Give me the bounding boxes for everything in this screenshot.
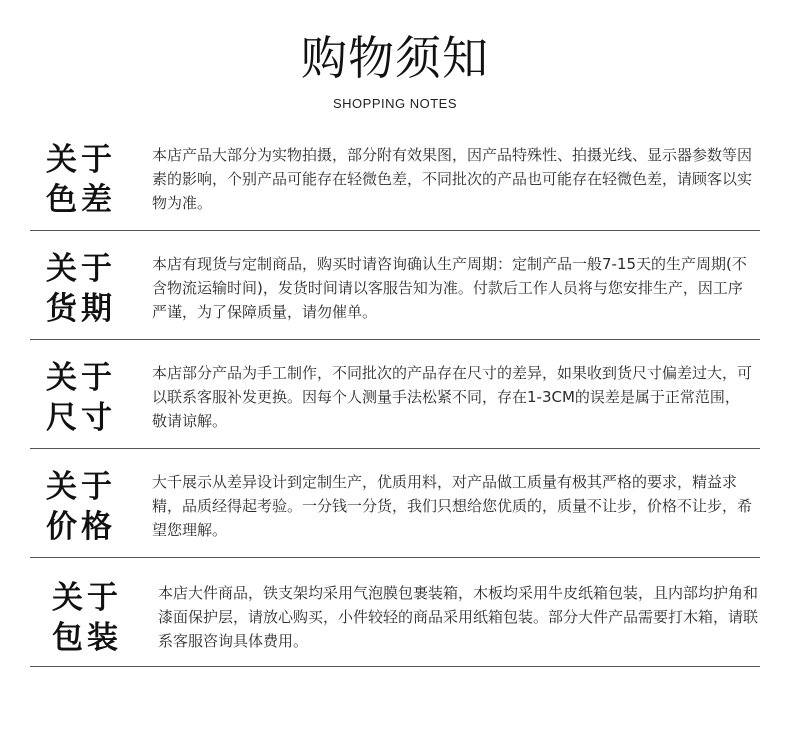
- note-size: [30, 340, 760, 449]
- note-color-difference: [30, 122, 760, 231]
- note-packaging: [30, 558, 760, 667]
- note-heading-line2: 货期: [46, 291, 116, 327]
- note-heading: [52, 578, 124, 658]
- page-subtitle: SHOPPING NOTES: [332, 96, 458, 111]
- note-heading-line1: 关于: [52, 580, 122, 616]
- note-heading: [46, 467, 118, 547]
- note-text: 大千展示从差异设计到定制生产，优质用料，对产品做工质量有极其严格的要求，精益求精，品质经得起考验。一分钱一分货，我们只想给您优质的，质量不让步，价格不让步，希望您理解。: [152, 473, 753, 539]
- note-heading-line1: 关于: [46, 360, 116, 396]
- page-header: [0, 28, 790, 111]
- note-text: 本店有现货与定制商品，购买时请咨询确认生产周期：定制产品一般7-15天的生产周期(不含物流运输时间)，发货时间请以客服告知为准。付款后工作人员将与您安排生产，因工序严谨，为了保障质量，请勿催单。: [152, 255, 747, 321]
- note-heading-line1: 关于: [46, 142, 116, 178]
- note-heading: [46, 249, 118, 329]
- note-text: 本店大件商品，铁支架均采用气泡膜包裹装箱，木板均采用牛皮纸箱包装，且内部均护角和漆面保护层，请放心购买，小件较轻的商品采用纸箱包装。部分大件产品需要打木箱，请联系客服咨询具体费用。: [158, 584, 759, 650]
- note-heading-line2: 价格: [46, 509, 116, 545]
- note-heading-line2: 尺寸: [46, 400, 116, 436]
- note-text: 本店产品大部分为实物拍摄，部分附有效果图，因产品特殊性、拍摄光线、显示器参数等因素的影响，个别产品可能存在轻微色差，不同批次的产品也可能存在轻微色差，请顾客以实物为准。: [152, 146, 753, 212]
- page-title: 购物须知: [301, 31, 489, 85]
- note-heading-line2: 色差: [46, 182, 116, 218]
- notes-list: [30, 122, 760, 667]
- note-heading-line1: 关于: [46, 469, 116, 505]
- note-price: [30, 449, 760, 558]
- note-heading: [46, 358, 118, 438]
- note-delivery-period: [30, 231, 760, 340]
- note-heading-line1: 关于: [46, 251, 116, 287]
- note-heading-line2: 包装: [52, 620, 122, 656]
- note-text: 本店部分产品为手工制作，不同批次的产品存在尺寸的差异，如果收到货尺寸偏差过大，可以联系客服补发更换。因每个人测量手法松紧不同，存在1-3CM的误差是属于正常范围，敬请谅解。: [152, 364, 753, 430]
- note-heading: [46, 140, 118, 220]
